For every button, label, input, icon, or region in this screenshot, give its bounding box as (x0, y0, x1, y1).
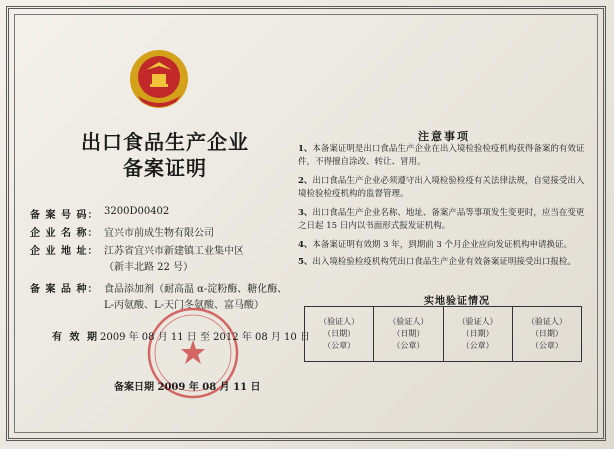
field-value-registered-products-line2: L-丙氨酸、L-天门冬氨酸、富马酸） (104, 300, 265, 311)
registration-date: 备案日期 2009 年 08 月 11 日 (114, 382, 261, 393)
field-label-company-name: 企 业 名 称： (30, 228, 99, 239)
notice-item-text: 出口食品生产企业名称、地址、备案产品等事项发生变更时，应当在变更之日起 15 日内以书面形式报发证机构。 (298, 208, 585, 231)
field-value-company-address-line2: （新丰北路 22 号） (104, 262, 194, 273)
date-label: （日期） (392, 329, 425, 338)
validity-value: 2009 年 08 月 11 日 至 2012 年 08 月 10 日 (100, 332, 310, 343)
inspection-title: 实地验证情况 (424, 296, 490, 307)
notice-item (298, 143, 586, 169)
notice-item-text: 出口食品生产企业必须遵守出入境检验检疫有关法律法规，自觉接受出入境检验检疫机构的监督管理。 (298, 176, 585, 199)
inspection-cell (513, 307, 581, 361)
notice-item-text: 本备案证明是出口食品生产企业在出入境检验检疫机构获得备案的有效证件，不得擅自涂改、转让、冒用。 (298, 144, 585, 167)
notice-item-number: 5、 (298, 257, 313, 267)
field-label-registered-products: 备 案 品 种： (30, 284, 99, 295)
field-value-company-name: 宜兴市前成生物有限公司 (104, 228, 214, 239)
notice-item-text: 出入境检验检疫机构凭出口食品生产企业有效备案证明接受出口报检。 (312, 257, 576, 267)
notice-item (298, 239, 586, 252)
stamp-label: （公章） (461, 341, 494, 350)
date-label: （日期） (461, 329, 494, 338)
stamp-label: （公章） (323, 341, 356, 350)
inspector-label: （验证人） (388, 317, 429, 326)
field-value-registered-products: 食品添加剂（耐高温 α-淀粉酶、糖化酶、 (104, 284, 288, 295)
notice-item (298, 175, 586, 201)
notice-title: 注意事项 (418, 130, 470, 143)
stamp-label: （公章） (392, 341, 425, 350)
date-label: （日期） (323, 329, 356, 338)
inspection-cell (305, 307, 374, 361)
inspection-cell (444, 307, 513, 361)
notice-item (298, 256, 586, 269)
date-label: （日期） (530, 329, 563, 338)
notice-item-number: 4、 (298, 240, 313, 250)
field-label-company-address: 企 业 地 址： (30, 246, 99, 257)
stamp-label: （公章） (530, 341, 563, 350)
inspector-label: （验证人） (526, 317, 567, 326)
inspection-table (304, 306, 582, 362)
notice-item-number: 3、 (298, 208, 313, 218)
inspector-label: （验证人） (457, 317, 498, 326)
inspector-label: （验证人） (319, 317, 360, 326)
field-value-record-number: 3200D00402 (104, 206, 170, 217)
certificate-title-line1: 出口食品生产企业 (81, 130, 249, 154)
notice-item-number: 1、 (298, 144, 313, 154)
inspection-cell (374, 307, 443, 361)
field-label-record-number: 备 案 号 码： (30, 210, 99, 221)
certificate-title-line2: 备案证明 (123, 156, 207, 180)
notice-item-text: 本备案证明有效期 3 年，到期前 3 个月企业应向发证机构申请换证。 (312, 240, 573, 250)
national-emblem-icon (128, 48, 190, 110)
validity-label: 有 效 期 (52, 332, 99, 343)
field-value-company-address: 江苏省宜兴市新建镇工业集中区 (104, 246, 244, 257)
notice-item (298, 207, 586, 233)
notice-item-number: 2、 (298, 176, 313, 186)
